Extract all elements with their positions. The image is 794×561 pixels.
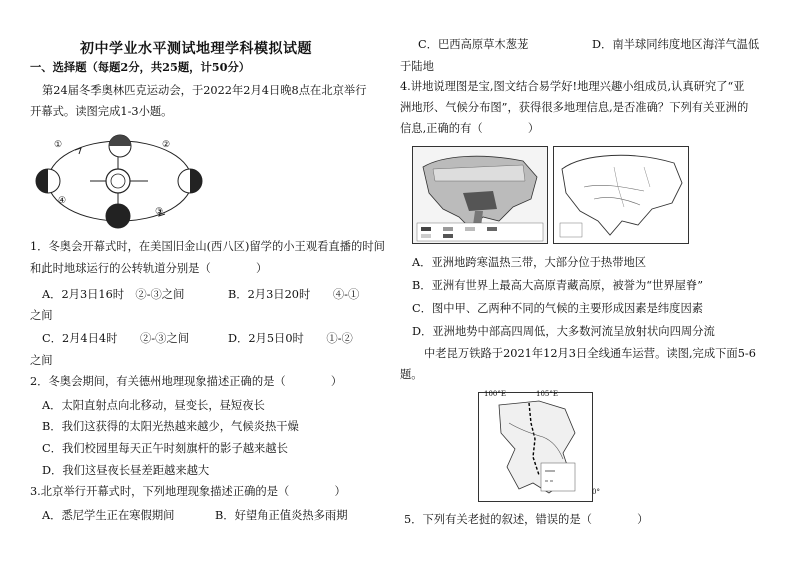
orbit-label-3: ③ [155, 207, 164, 217]
q4-stem-2: 洲地形、气候分布图”，获得很多地理信息,是否准确？下列有关亚洲的 [400, 101, 749, 114]
q1-stem-1: 1．冬奥会开幕式时，在美国旧金山(西八区)留学的小王观看直播的时间 [30, 240, 385, 253]
q4-option-d: D．亚洲地势中部高四周低，大多数河流呈放射状向四周分流 [412, 325, 715, 338]
exam-title: 初中学业水平测试地理学科模拟试题 [80, 41, 312, 57]
q4-stem-3: 信息,正确的有（ ） [400, 122, 540, 135]
q2-stem: 2．冬奥会期间，有关德州地理现象描述正确的是（ ） [30, 375, 343, 388]
q2-option-d: D．我们这昼夜长昼差距越来越大 [42, 464, 210, 477]
q3-option-d-wrap: 于陆地 [400, 60, 434, 73]
section-heading: 一、选择题（每题2分，共25题，计50分） [30, 60, 251, 74]
q4-stem-1: 4.讲地说理图是宝,图文结合易学好!地理兴趣小组成员,认真研究了“亚 [400, 80, 745, 93]
q1-option-d: D．2月5日0时 ①-② [228, 332, 353, 345]
q4-option-a: A．亚洲地跨寒温热三带，大部分位于热带地区 [412, 256, 647, 269]
intro5-line-2: 题。 [400, 368, 423, 381]
map-equator-label: 0° [592, 488, 600, 496]
q1-option-a: A．2月3日16时 ②-③之间 [42, 288, 185, 301]
q1-stem-2: 和此时地球运行的公转轨道分别是（ ） [30, 262, 268, 275]
q5-stem: 5．下列有关老挝的叙述，错误的是（ ） [404, 513, 649, 526]
orbit-label-1: ① [54, 140, 63, 150]
q4-option-c: C．图中甲、乙两种不同的气候的主要形成因素是纬度因素 [412, 302, 704, 315]
orbit-label-4: ④ [58, 196, 67, 206]
intro-line-1: 第24届冬季奥林匹克运动会，于2022年2月4日晚8点在北京举行 [42, 84, 367, 97]
q1-option-wrap-2: 之间 [30, 354, 53, 367]
q3-option-d: D．南半球同纬度地区海洋气温低 [592, 38, 760, 51]
q2-option-c: C．我们校园里每天正午时刻旗杆的影子越来越长 [42, 442, 288, 455]
q1-option-wrap-1: 之间 [30, 309, 53, 322]
orbit-label-2: ② [162, 140, 171, 150]
q3-option-c: C．巴西高原草木葱茏 [418, 38, 529, 51]
intro5-line-1: 中老昆万铁路于2021年12月3日全线通车运营。读图,完成下面5-6 [424, 347, 756, 360]
intro-line-2: 开幕式。读图完成1-3小题。 [30, 105, 173, 118]
asia-terrain-map [553, 146, 689, 244]
q1-option-c: C．2月4日4时 ②-③之间 [42, 332, 189, 345]
q2-option-a: A．太阳直射点向北移动，昼变长，昼短夜长 [42, 399, 265, 412]
q4-option-b: B．亚洲有世界上最高大高原青藏高原，被誉为“世界屋脊” [412, 279, 703, 292]
laos-railway-map [478, 392, 593, 502]
asia-climate-map [412, 146, 548, 244]
q1-option-b: B．2月3日20时 ④-① [228, 288, 360, 301]
map-lon-105: 105°E [536, 390, 558, 398]
q3-stem: 3.北京举行开幕式时，下列地理现象描述正确的是（ ） [30, 485, 346, 498]
q2-option-b: B．我们这获得的太阳光热越来越少，气候炎热干燥 [42, 420, 299, 433]
q3-option-a: A．悉尼学生正在寒假期间 [42, 509, 175, 522]
map-lon-100: 100°E [484, 390, 506, 398]
q3-option-b: B．好望角正值炎热多雨期 [215, 509, 348, 522]
